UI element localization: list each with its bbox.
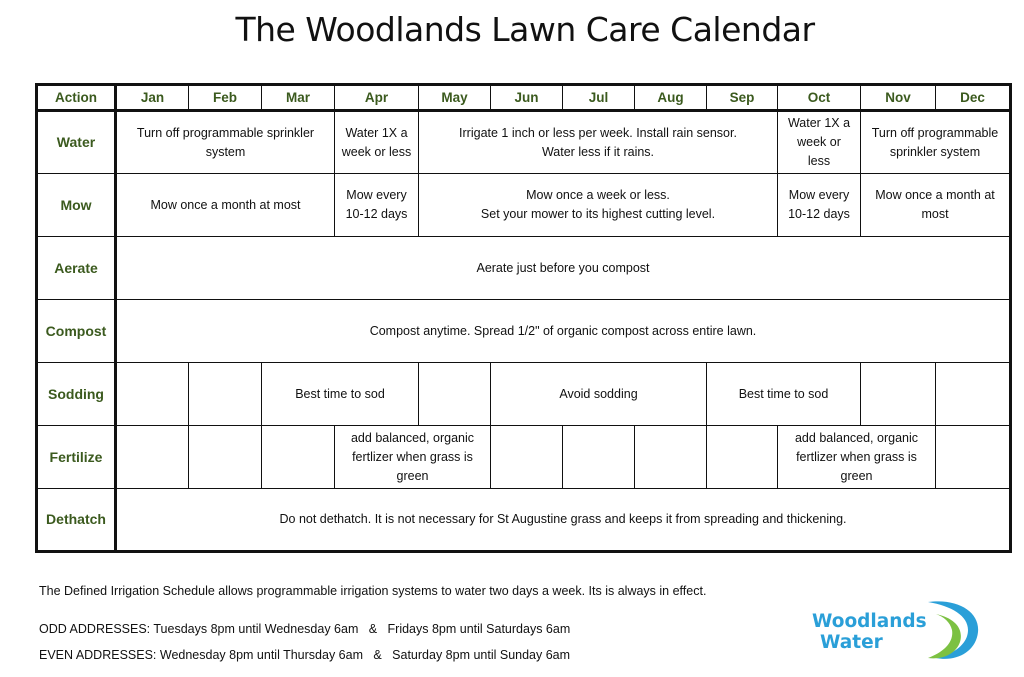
sodding-may-cell: [419, 363, 491, 426]
sodding-sep-oct-cell: Best time to sod: [707, 363, 861, 426]
row-fertilize: [37, 426, 1011, 489]
action-label-sodding: Sodding: [37, 363, 116, 426]
water-nov-dec-cell: Turn off programmable sprinkler system: [861, 111, 1011, 174]
fertilize-oct-nov-cell: add balanced, organic fertlizer when grass is green: [778, 426, 936, 489]
water-may-sep-line2: Water less if it rains.: [541, 144, 655, 159]
header-month-dec: Dec: [936, 85, 1011, 111]
even-addresses-schedule: EVEN ADDRESSES: Wednesday 8pm until Thursday 6am & Saturday 8pm until Sunday 6am: [39, 648, 571, 662]
mow-may-sep-line1: Mow once a week or less.: [526, 188, 670, 202]
sodding-jun-aug-cell: Avoid sodding: [491, 363, 707, 426]
row-sodding: [37, 363, 1011, 426]
fertilize-aug-cell: [635, 426, 707, 489]
header-month-sep: Sep: [707, 85, 778, 111]
irrigation-schedule-note: The Defined Irrigation Schedule allows programmable irrigation systems to water two days a week. Its is always in effect.: [39, 584, 707, 598]
sodding-feb-cell: [189, 363, 262, 426]
odd-addresses-schedule: ODD ADDRESSES: Tuesdays 8pm until Wednesday 6am & Fridays 8pm until Saturdays 6am: [39, 622, 571, 636]
fertilize-mar-cell: [262, 426, 335, 489]
action-label-compost: Compost: [37, 300, 116, 363]
header-month-mar: Mar: [262, 85, 335, 111]
fertilize-jun-cell: [491, 426, 563, 489]
mow-apr-cell: Mow every 10-12 days: [335, 174, 419, 237]
header-month-may: May: [419, 85, 491, 111]
header-month-jan: Jan: [116, 85, 189, 111]
row-water: [37, 111, 1011, 174]
water-wave-icon: [808, 598, 988, 662]
header-month-nov: Nov: [861, 85, 936, 111]
header-month-feb: Feb: [189, 85, 262, 111]
action-label-dethatch: Dethatch: [37, 489, 116, 552]
page-title: The Woodlands Lawn Care Calendar: [235, 10, 815, 49]
header-month-oct: Oct: [778, 85, 861, 111]
header-month-jul: Jul: [563, 85, 635, 111]
woodlands-water-logo: [808, 598, 988, 662]
mow-nov-dec-cell: Mow once a month at most: [861, 174, 1011, 237]
mow-jan-mar-cell: Mow once a month at most: [116, 174, 335, 237]
water-apr-cell: Water 1X a week or less: [335, 111, 419, 174]
aerate-all-year-cell: Aerate just before you compost: [116, 237, 1011, 300]
action-label-fertilize: Fertilize: [37, 426, 116, 489]
logo-line-water: Water: [820, 632, 883, 653]
mow-oct-cell: Mow every 10-12 days: [778, 174, 861, 237]
header-month-aug: Aug: [635, 85, 707, 111]
sodding-dec-cell: [936, 363, 1011, 426]
fertilize-sep-cell: [707, 426, 778, 489]
water-oct-cell: Water 1X a week or less: [778, 111, 861, 174]
lawn-care-calendar-table: [35, 83, 1012, 553]
header-action: Action: [37, 85, 116, 111]
fertilize-dec-cell: [936, 426, 1011, 489]
sodding-jan-cell: [116, 363, 189, 426]
water-may-sep-cell: [419, 111, 778, 174]
fertilize-feb-cell: [189, 426, 262, 489]
sodding-nov-cell: [861, 363, 936, 426]
dethatch-all-year-cell: Do not dethatch. It is not necessary for St Augustine grass and keeps it from spreading and thickening.: [116, 489, 1011, 552]
header-month-apr: Apr: [335, 85, 419, 111]
mow-may-sep-line2: Set your mower to its highest cutting level.: [480, 207, 716, 221]
sodding-mar-apr-cell: Best time to sod: [262, 363, 419, 426]
row-dethatch: [37, 489, 1011, 552]
water-jan-mar-cell: Turn off programmable sprinkler system: [116, 111, 335, 174]
water-may-sep-line1: Irrigate 1 inch or less per week. Install rain sensor.: [459, 125, 737, 140]
row-compost: [37, 300, 1011, 363]
fertilize-jul-cell: [563, 426, 635, 489]
compost-all-year-cell: Compost anytime. Spread 1/2" of organic compost across entire lawn.: [116, 300, 1011, 363]
logo-line-woodlands: Woodlands: [812, 611, 927, 632]
header-row: [37, 85, 1011, 111]
mow-may-sep-cell: [419, 174, 778, 237]
action-label-aerate: Aerate: [37, 237, 116, 300]
header-month-jun: Jun: [491, 85, 563, 111]
fertilize-jan-cell: [116, 426, 189, 489]
action-label-mow: Mow: [37, 174, 116, 237]
row-mow: [37, 174, 1011, 237]
row-aerate: [37, 237, 1011, 300]
action-label-water: Water: [37, 111, 116, 174]
fertilize-apr-may-cell: add balanced, organic fertlizer when grass is green: [335, 426, 491, 489]
